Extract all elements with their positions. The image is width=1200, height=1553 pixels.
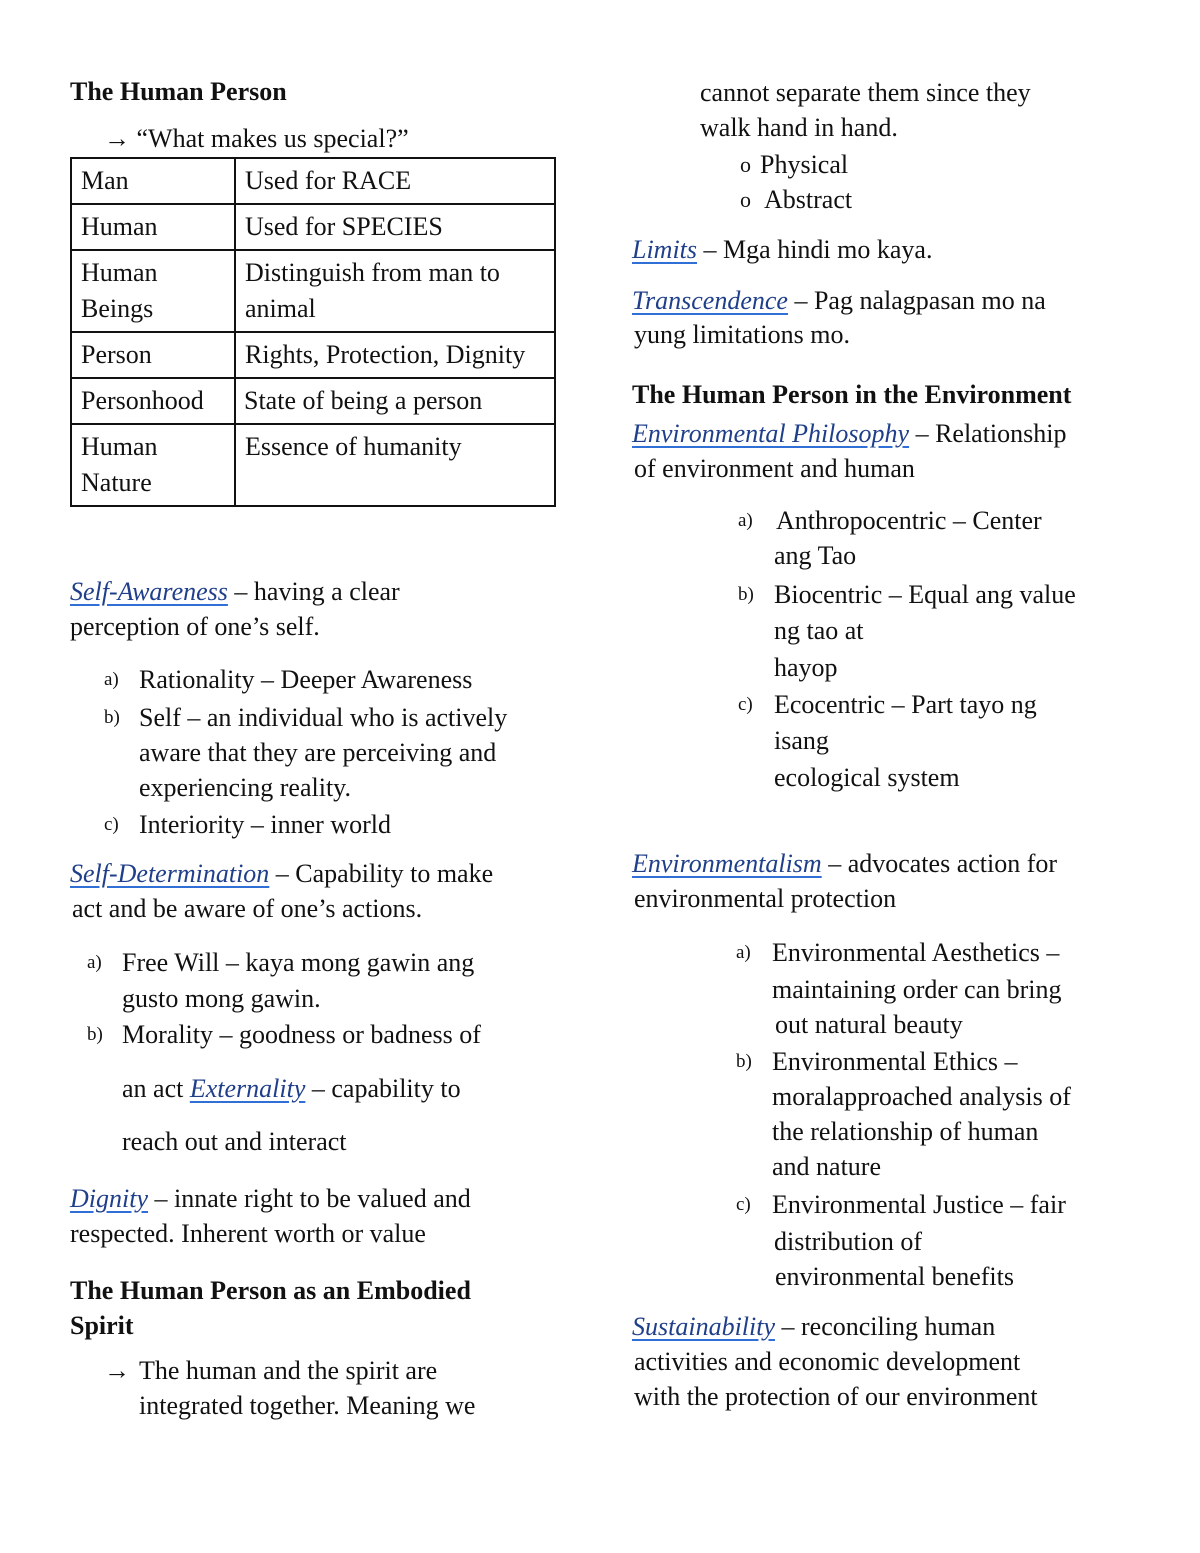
sustainability-definition: [632, 1309, 995, 1344]
transcendence-definition: [632, 283, 1046, 318]
table-row: [71, 424, 555, 506]
list-item: and nature: [772, 1152, 882, 1181]
table-row: [71, 332, 555, 378]
list-item: [122, 1071, 461, 1106]
definition-text: – innate right to be valued and: [148, 1184, 471, 1213]
definition-text: act and be aware of one’s actions.: [72, 894, 423, 923]
list-item: gusto mong gawin.: [122, 984, 321, 1013]
list-item: ecological system: [774, 763, 960, 792]
list-item: Environmental Ethics –: [772, 1047, 1018, 1076]
dignity-definition: [70, 1181, 471, 1216]
list-item: distribution of: [774, 1227, 923, 1256]
self-determination-definition: [70, 856, 493, 891]
env-philosophy-term: Environmental Philosophy: [632, 419, 910, 448]
definition-text: – Relationship: [909, 419, 1067, 448]
list-item: Morality – goodness or badness of: [122, 1020, 481, 1049]
list-item: Environmental Justice – fair: [772, 1190, 1066, 1219]
list-item: ang Tao: [774, 541, 857, 570]
list-item-text: an act: [122, 1074, 190, 1103]
definition-text: of environment and human: [634, 454, 915, 483]
list-item: Physical: [760, 150, 849, 179]
definition-text: with the protection of our environment: [634, 1382, 1038, 1411]
table-cell-meaning: Used for RACE: [235, 158, 555, 204]
list-item: Abstract: [764, 185, 853, 214]
table-cell-term: Personhood: [71, 378, 235, 424]
self-awareness-definition: [70, 574, 400, 609]
table-cell-meaning: Essence of humanity: [235, 424, 555, 506]
list-label: b): [87, 1024, 103, 1045]
dignity-term: Dignity: [70, 1184, 148, 1213]
table-cell-term: Human: [71, 204, 235, 250]
table-cell-meaning: Distinguish from man to animal: [235, 250, 555, 332]
table-cell-term: Human Beings: [71, 250, 235, 332]
definition-text: – having a clear: [227, 577, 400, 606]
table-row: [71, 204, 555, 250]
list-item: environmental benefits: [775, 1262, 1014, 1291]
list-item: Environmental Aesthetics –: [772, 938, 1060, 967]
list-label: b): [736, 1051, 752, 1072]
environmentalism-term: Environmentalism: [632, 849, 822, 878]
list-item: Anthropocentric – Center: [776, 506, 1042, 535]
terms-table: [70, 157, 556, 507]
list-label: c): [104, 814, 119, 835]
definition-text: – reconciling human: [775, 1312, 996, 1341]
definition-text: – Mga hindi mo kaya.: [697, 235, 933, 264]
question-line: → “What makes us special?”: [104, 124, 409, 153]
env-philosophy-definition: [632, 416, 1067, 451]
circle-bullet-icon: o: [740, 152, 751, 177]
list-item-text: – capability to: [305, 1074, 461, 1103]
list-label: a): [87, 952, 102, 973]
definition-text: respected. Inherent worth or value: [70, 1219, 426, 1248]
arrow-icon: →: [104, 1356, 130, 1385]
list-item: experiencing reality.: [139, 773, 351, 802]
list-item: ng tao at: [774, 616, 864, 645]
list-item: moralapproached analysis of: [772, 1082, 1071, 1111]
self-determination-term: Self-Determination: [70, 859, 270, 888]
list-item: the relationship of human: [772, 1117, 1039, 1146]
list-item: reach out and interact: [122, 1127, 347, 1156]
list-item: hayop: [774, 653, 838, 682]
paragraph-line: The human and the spirit are: [139, 1356, 438, 1385]
paragraph-line: walk hand in hand.: [700, 113, 898, 142]
definition-text: – Pag nalagpasan mo na: [787, 286, 1046, 315]
list-item: Interiority – inner world: [139, 810, 391, 839]
sustainability-term: Sustainability: [632, 1312, 775, 1341]
section-title-human-person: The Human Person: [70, 77, 287, 106]
list-item: isang: [774, 726, 829, 755]
definition-text: environmental protection: [634, 884, 897, 913]
list-item: Biocentric – Equal ang value: [774, 580, 1076, 609]
table-cell-meaning: Rights, Protection, Dignity: [235, 332, 555, 378]
list-item: maintaining order can bring: [772, 975, 1062, 1004]
transcendence-term: Transcendence: [632, 286, 788, 315]
paragraph-line: cannot separate them since they: [700, 78, 1031, 107]
list-item: aware that they are perceiving and: [139, 738, 497, 767]
list-item: Rationality – Deeper Awareness: [139, 665, 473, 694]
list-label: a): [736, 942, 751, 963]
table-row: [71, 158, 555, 204]
table-cell-meaning: State of being a person: [235, 378, 555, 424]
limits-term: Limits: [632, 235, 698, 264]
table-row: [71, 250, 555, 332]
limits-definition: [632, 232, 932, 267]
list-item: out natural beauty: [775, 1010, 963, 1039]
list-label: c): [738, 694, 753, 715]
table-cell-term: Man: [71, 158, 235, 204]
list-item: Free Will – kaya mong gawin ang: [122, 948, 475, 977]
list-label: a): [738, 510, 753, 531]
list-label: a): [104, 669, 119, 690]
list-item: Self – an individual who is actively: [139, 703, 508, 732]
list-label: c): [736, 1194, 751, 1215]
table-cell-term: Human Nature: [71, 424, 235, 506]
table-cell-meaning: Used for SPECIES: [235, 204, 555, 250]
externality-term: Externality: [189, 1074, 306, 1103]
circle-bullet-icon: o: [740, 187, 751, 212]
environmentalism-definition: [632, 846, 1057, 881]
section-title-environment: The Human Person in the Environment: [632, 380, 1072, 409]
section-title-embodied-spirit: Spirit: [70, 1311, 134, 1340]
paragraph-line: integrated together. Meaning we: [139, 1391, 476, 1420]
definition-text: – Capability to make: [269, 859, 494, 888]
table-row: [71, 378, 555, 424]
list-label: b): [104, 707, 120, 728]
definition-text: yung limitations mo.: [634, 320, 850, 349]
definition-text: activities and economic development: [634, 1347, 1021, 1376]
list-label: b): [738, 584, 754, 605]
table-cell-term: Person: [71, 332, 235, 378]
definition-text: – advocates action for: [821, 849, 1058, 878]
self-awareness-term: Self-Awareness: [70, 577, 228, 606]
list-item: Ecocentric – Part tayo ng: [774, 690, 1037, 719]
definition-text: perception of one’s self.: [70, 612, 320, 641]
section-title-embodied-spirit: The Human Person as an Embodied: [70, 1276, 471, 1305]
